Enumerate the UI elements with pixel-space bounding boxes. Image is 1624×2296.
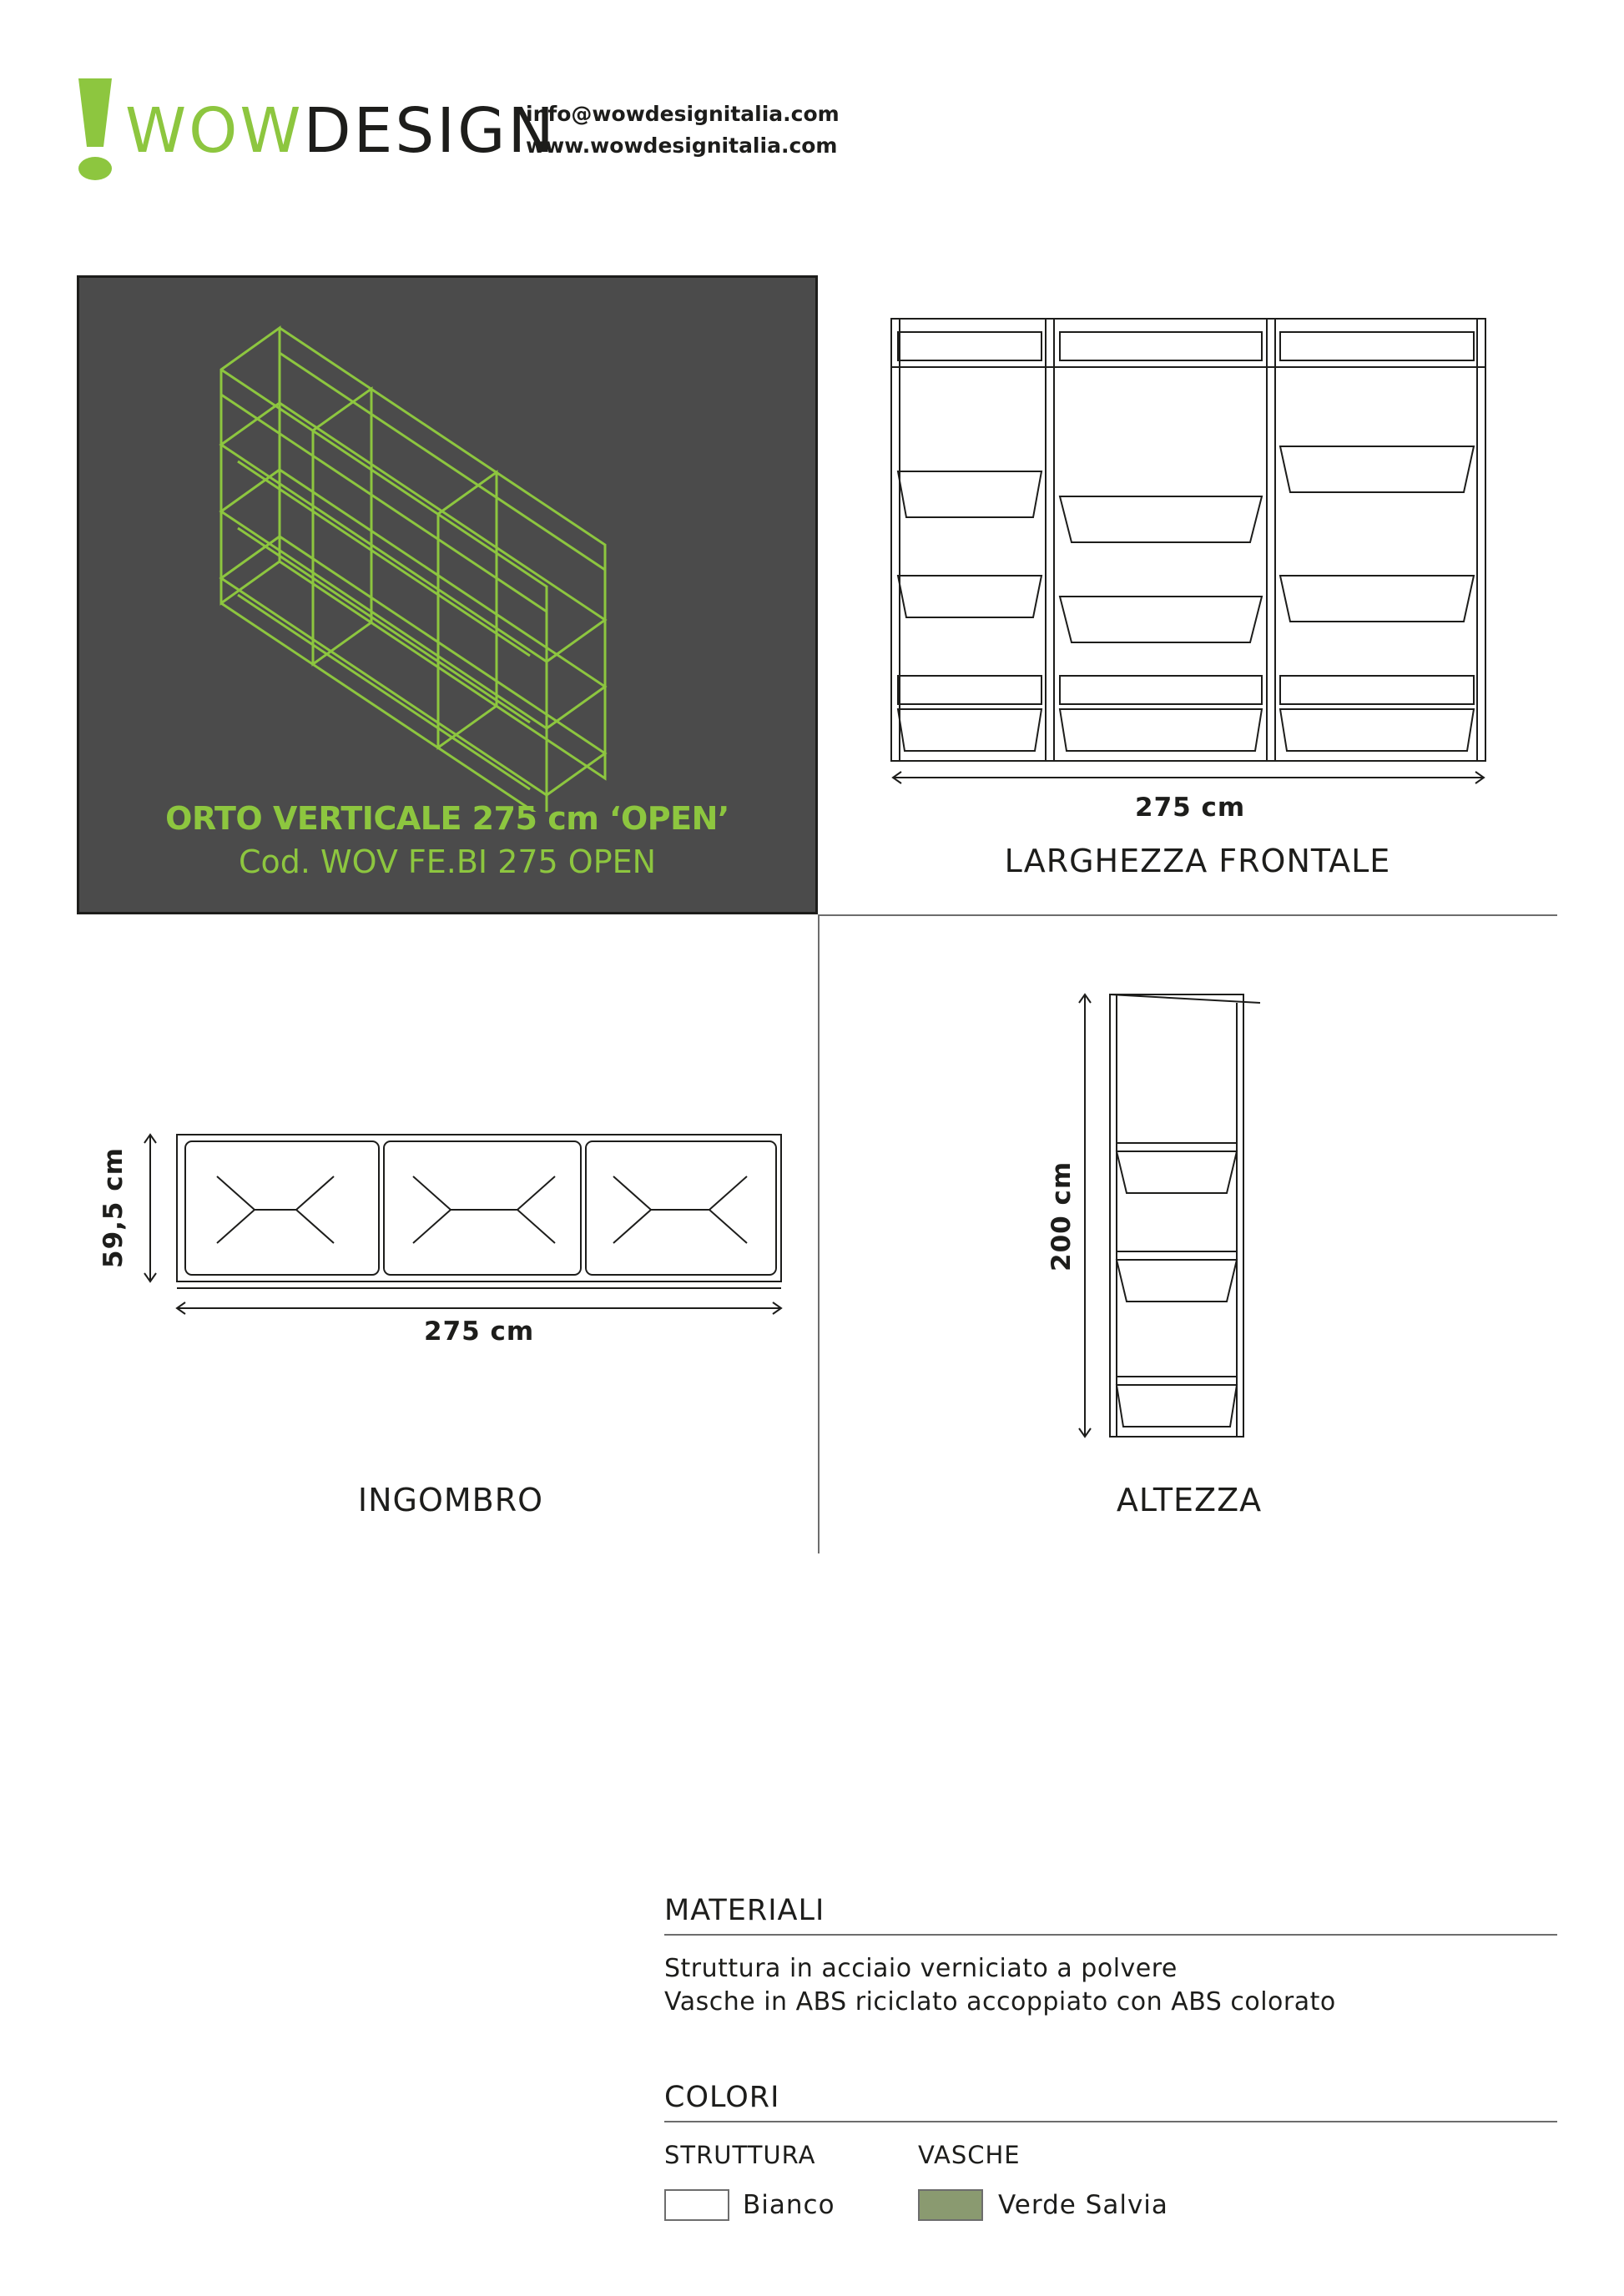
side-view-caption: ALTEZZA	[1116, 1482, 1263, 1518]
brand-logo	[73, 75, 557, 184]
side-view-drawing	[1077, 984, 1277, 1452]
front-view-caption: LARGHEZZA FRONTALE	[1004, 843, 1391, 879]
colors-title: COLORI	[664, 2081, 1557, 2122]
front-view-drawing	[883, 309, 1494, 793]
product-name: ORTO VERTICALE 275 cm ‘OPEN’	[165, 800, 729, 837]
contact-email[interactable]: info@wowdesignitalia.com	[526, 102, 840, 126]
divider-vertical	[818, 914, 820, 1553]
tanks-color-swatch	[918, 2189, 983, 2221]
plan-width-dimension: 275 cm	[424, 1317, 535, 1347]
structure-color-heading: STRUTTURA	[664, 2141, 816, 2169]
plan-view-drawing	[125, 1118, 793, 1335]
brand-wordmark-wow: WOW	[125, 95, 304, 167]
isometric-product-drawing	[213, 303, 730, 812]
materials-line: Struttura in acciaio verniciato a polvere	[664, 1954, 1178, 1983]
structure-color-swatch	[664, 2189, 729, 2221]
materials-title: MATERIALI	[664, 1894, 1557, 1936]
side-height-dimension: 200 cm	[1047, 1161, 1077, 1271]
product-hero-panel	[77, 275, 818, 914]
tanks-color-name: Verde Salvia	[998, 2190, 1168, 2220]
brand-wordmark	[125, 95, 557, 167]
divider-horizontal	[818, 914, 1557, 916]
materials-line: Vasche in ABS riciclato accoppiato con ABS colorato	[664, 1987, 1336, 2017]
plan-depth-dimension: 59,5 cm	[98, 1147, 129, 1268]
front-width-dimension: 275 cm	[1135, 793, 1246, 823]
exclamation-logo-icon	[73, 78, 117, 182]
contact-website[interactable]: www.wowdesignitalia.com	[526, 133, 838, 158]
structure-color-name: Bianco	[743, 2190, 835, 2220]
materials-list	[664, 1952, 1557, 2019]
specifications	[664, 1894, 1557, 2258]
product-code: Cod. WOV FE.BI 275 OPEN	[238, 843, 657, 880]
tanks-color-heading: VASCHE	[918, 2141, 1021, 2169]
contact-info	[526, 98, 840, 162]
brand-wordmark-design: DESIGN	[303, 95, 557, 167]
plan-view-caption: INGOMBRO	[357, 1482, 544, 1518]
colors-grid	[664, 2141, 1557, 2258]
